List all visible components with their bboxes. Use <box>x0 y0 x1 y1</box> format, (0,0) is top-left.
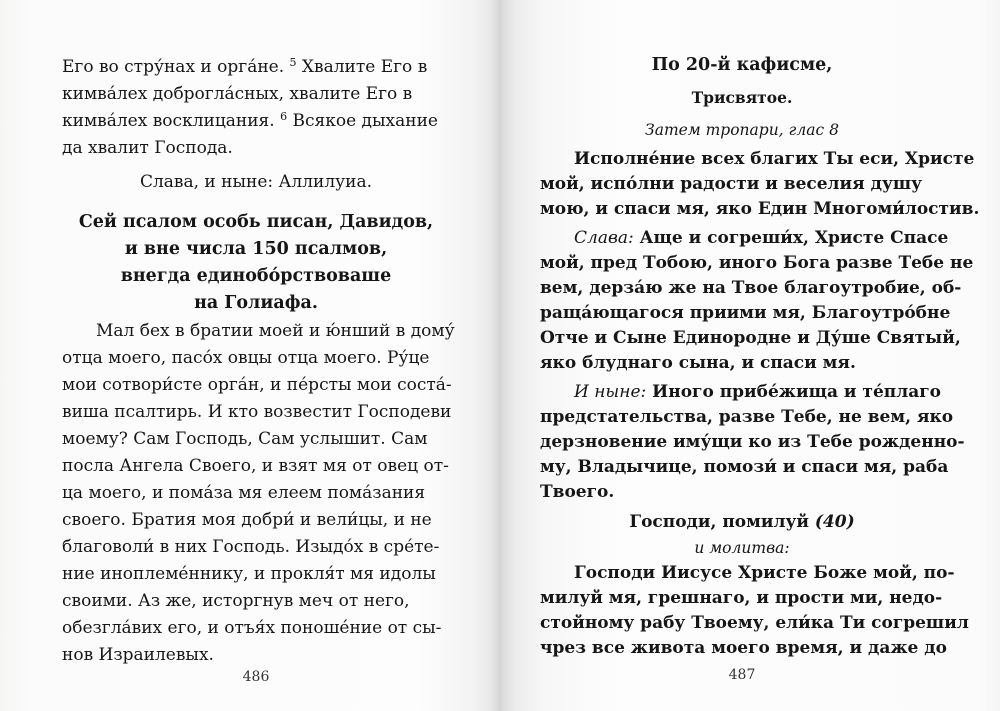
psalm-heading-line: и вне числа 150 псалмов, <box>124 239 388 259</box>
body-line: своими. Аз же, исторгнув меч от него, <box>62 591 410 611</box>
verse-number: 5 <box>289 56 297 69</box>
troparion-line: мой, испо́лни радости и веселия душу <box>540 174 922 194</box>
theotokion-line: му, Владычице, помози́ и спаси мя, раба <box>540 457 949 477</box>
troparion-line: мой, пред Тобою, иного Бога разве Тебе не <box>540 253 974 273</box>
psalm-line: кимва́лех восклицания. $^6$ Всякое дыхание <box>62 110 438 131</box>
troparion-line: раща́ющагося приими мя, Благоутро́бне <box>540 303 951 323</box>
prayer-line: стойному рабу Твоему, ели́ка Ти согрешил <box>540 613 969 633</box>
troparion-line: яко блуднаго сына, и спаси мя. <box>540 353 856 373</box>
body-line: виша псалтирь. И кто возвестит Господеви <box>62 402 452 422</box>
body-line: нов Израилевых. <box>62 645 214 665</box>
troparion-line: мою, и спаси мя, яко Един Многоми́лостив. <box>540 199 980 219</box>
body-line: мои сотвори́сте орга́н, и пе́рсты мои соста́- <box>62 375 452 395</box>
body-line: ца моего, и пома́за мя елеем пома́зания <box>62 483 426 503</box>
troparion-line: вем, дерза́ю же на Твое благоутробие, об- <box>540 278 962 298</box>
prayer-line: Господи Иисусе Христе Боже мой, по- <box>574 563 955 583</box>
body-line: посла Ангела Своего, и взят мя от овец от- <box>62 456 449 476</box>
kyrie-line: Господи, помилуй (40) <box>629 512 855 532</box>
psalm-heading-line: Сей псалом особь писан, Давидов, <box>78 212 434 232</box>
body-line: моему? Сам Господь, Сам услышит. Сам <box>62 429 428 449</box>
kyrie-count: (40) <box>814 512 855 532</box>
slava-line: Слава, и ныне: Аллилуиа. <box>139 172 373 192</box>
i-nyne-label: И ныне: <box>574 382 647 402</box>
psalm-heading-line: внегда единобо́рствоваше <box>120 266 392 286</box>
body-line: отца моего, пасо́х овцы отца моего. Ру́це <box>62 348 430 368</box>
slava-label: Слава: <box>574 228 634 248</box>
psalm-line: кимва́лех доброгла́сных, хвалите Его в <box>62 84 413 104</box>
body-line: своего. Братия моя добри́ и вели́цы, и не <box>62 510 432 530</box>
troparion-line: Исполне́ние всех благих Ты еси, Христе <box>574 149 975 169</box>
body-line: Мал бех в братии моей и ю́нший в дому́ <box>96 321 455 341</box>
left-page <box>62 0 455 711</box>
psalm-line: да хвалит Господа. <box>62 138 233 158</box>
theotokion-line: дерзновение иму́щи ко из Тебе рожденно- <box>540 432 965 452</box>
page-number: 487 <box>728 667 756 683</box>
section-title: По 20-й кафисме, <box>651 55 833 75</box>
body-line: обезгла́вих его, и отъя́х поноше́ние от сы- <box>62 618 442 638</box>
psalm-line: Его во стру́нах и орга́не. $^5$ Хвалите Его в <box>62 56 428 77</box>
prayer-line: милуй мя, грешнаго, и прости ми, недо- <box>540 588 943 608</box>
and-prayer-rubric: и молитва: <box>694 539 790 557</box>
theotokion-line: И ныне: Иного прибе́жища и те́плаго <box>574 382 941 402</box>
troparion-line: Слава: Аще и согреши́х, Христе Спасе <box>574 228 949 248</box>
prayer-line: чрез все живота моего время, и даже до <box>540 638 947 658</box>
body-line: благоволи́ в них Господь. Изыдо́х в сре́те- <box>62 537 440 557</box>
trisagion-line: Трисвятое. <box>691 88 793 107</box>
psalm-heading-line: на Голиафа. <box>194 293 318 313</box>
right-page <box>540 0 980 711</box>
verse-number: 6 <box>280 110 288 123</box>
rubric-troparia: Затем тропари, глас 8 <box>645 121 839 139</box>
troparion-line: Отче и Сыне Единородне и Ду́ше Святый, <box>540 328 961 348</box>
theotokion-line: Твоего. <box>540 482 615 502</box>
page-number: 486 <box>242 669 270 685</box>
theotokion-line: предстательства, разве Тебе, не вем, яко <box>540 407 954 427</box>
body-line: ние иноплеме́ннику, и прокля́т мя идолы <box>62 564 436 584</box>
